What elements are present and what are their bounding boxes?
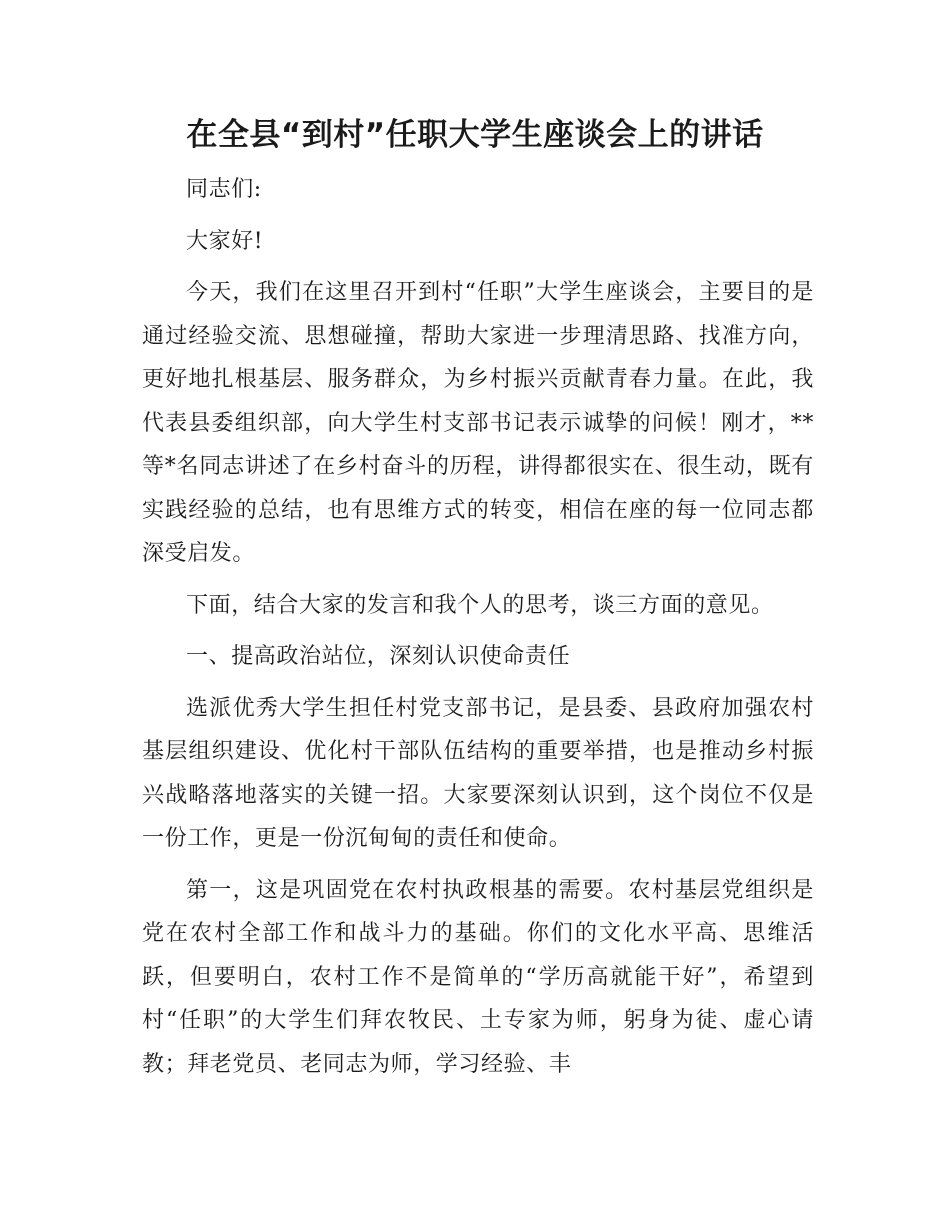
paragraph-section-1: 选派优秀大学生担任村党支部书记，是县委、县政府加强农村基层组织建设、优化村干部队伍结构的重要举措，也是推动乡村振兴战略落地落实的关键一招。大家要深刻认识到，这个岗位不仅是一份工作，更是一份沉甸甸的责任和使命。 [142,695,814,851]
document-title: 在全县“到村”任职大学生座谈会上的讲话 [186,117,764,153]
document-body [142,168,814,1088]
greeting: 大家好! [186,228,264,254]
paragraph-first-point: 第一，这是巩固党在农村执政根基的需要。农村基层党组织是党在农村全部工作和战斗力的基础。你们的文化水平高、思维活跃，但要明白，农村工作不是简单的“学历高就能干好”，希望到村“任职”的大学生们拜农牧民、土专家为师，躬身为徒、虚心请教；拜老党员、老同志为师，学习经验、丰 [142,877,814,1077]
paragraph-outline: 下面，结合大家的发言和我个人的思考，谈三方面的意见。 [186,592,774,618]
section-heading-1: 一、提高政治站位，深刻认识使命责任 [186,644,571,669]
paragraph-opening: 今天，我们在这里召开到村“任职”大学生座谈会，主要目的是通过经验交流、思想碰撞，帮助大家进一步理清思路、找准方向，更好地扎根基层、服务群众，为乡村振兴贡献青春力量。在此，我代表县委组织部，向大学生村支部书记表示诚挚的问候！刚才，**等*名同志讲述了在乡村奋斗的历程，讲得都很实在、很生动，既有实践经验的总结，也有思维方式的转变，相信在座的每一位同志都深受启发。 [142,280,814,566]
salutation: 同志们: [186,177,262,202]
